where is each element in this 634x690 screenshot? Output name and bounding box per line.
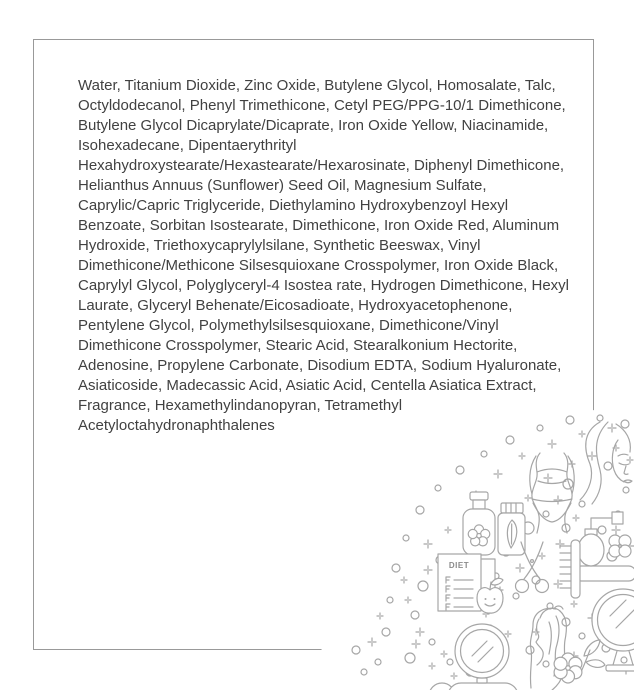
- ingredients-text: Water, Titanium Dioxide, Zinc Oxide, Butylene Glycol, Homosalate, Talc, Octyldodecanol, Phenyl Trimethicone, Cetyl PEG/PPG-10/1 Dimethicone, Butylene Glycol Dicaprylate/Dicaprate, Iron Oxide Yellow, Niacinamide, Isohexadecane, Dipentaerythrityl Hexahydroxystearate/Hexastearate/Hexarosinate, Diphenyl Dimethicone, Helianthus Annuus (Sunflower) Seed Oil, Magnesium Sulfate, Caprylic/Capric Triglyceride, Diethylamino Hydroxybenzoyl Hexyl Benzoate, Sorbitan Isostearate, Dimethicone, Iron Oxide Red, Aluminum Hydroxide, Triethoxycaprylylsilane, Synthetic Beeswax, Vinyl Dimethicone/Methicone Silsesquioxane Crosspolymer, Iron Oxide Black, Caprylyl Glycol, Polyglyceryl-4 Isostea rate, Hydrogen Dimethicone, Hexyl Laurate, Glyceryl Behenate/Eicosadioate, Hydroxyacetophenone, Pentylene Glycol, Polymethylsilsesquioxane, Dimethicone/Vinyl Dimethicone Crosspolymer, Stearic Acid, Stearalkonium Hectorite, Adenosine, Propylene Carbonate, Disodium EDTA, Sodium Hyaluronate, Asiaticoside, Madecassic Acid, Asiatic Acid, Centella Asiatica Extract, Fragrance, Hexamethylindanopyran, Tetramethyl Acetyloctahydronaphthalenes: [78, 77, 570, 434]
- comb-icon: [560, 540, 580, 598]
- diet-list-apple-icon: [438, 554, 503, 613]
- bikini-body-icon: [530, 453, 574, 533]
- cosmetic-bottles-icon: [463, 492, 525, 555]
- diet-label: DIET: [448, 561, 470, 570]
- perfume-atomizer-icon: [574, 512, 634, 581]
- vanity-mirror-icon: [592, 589, 634, 671]
